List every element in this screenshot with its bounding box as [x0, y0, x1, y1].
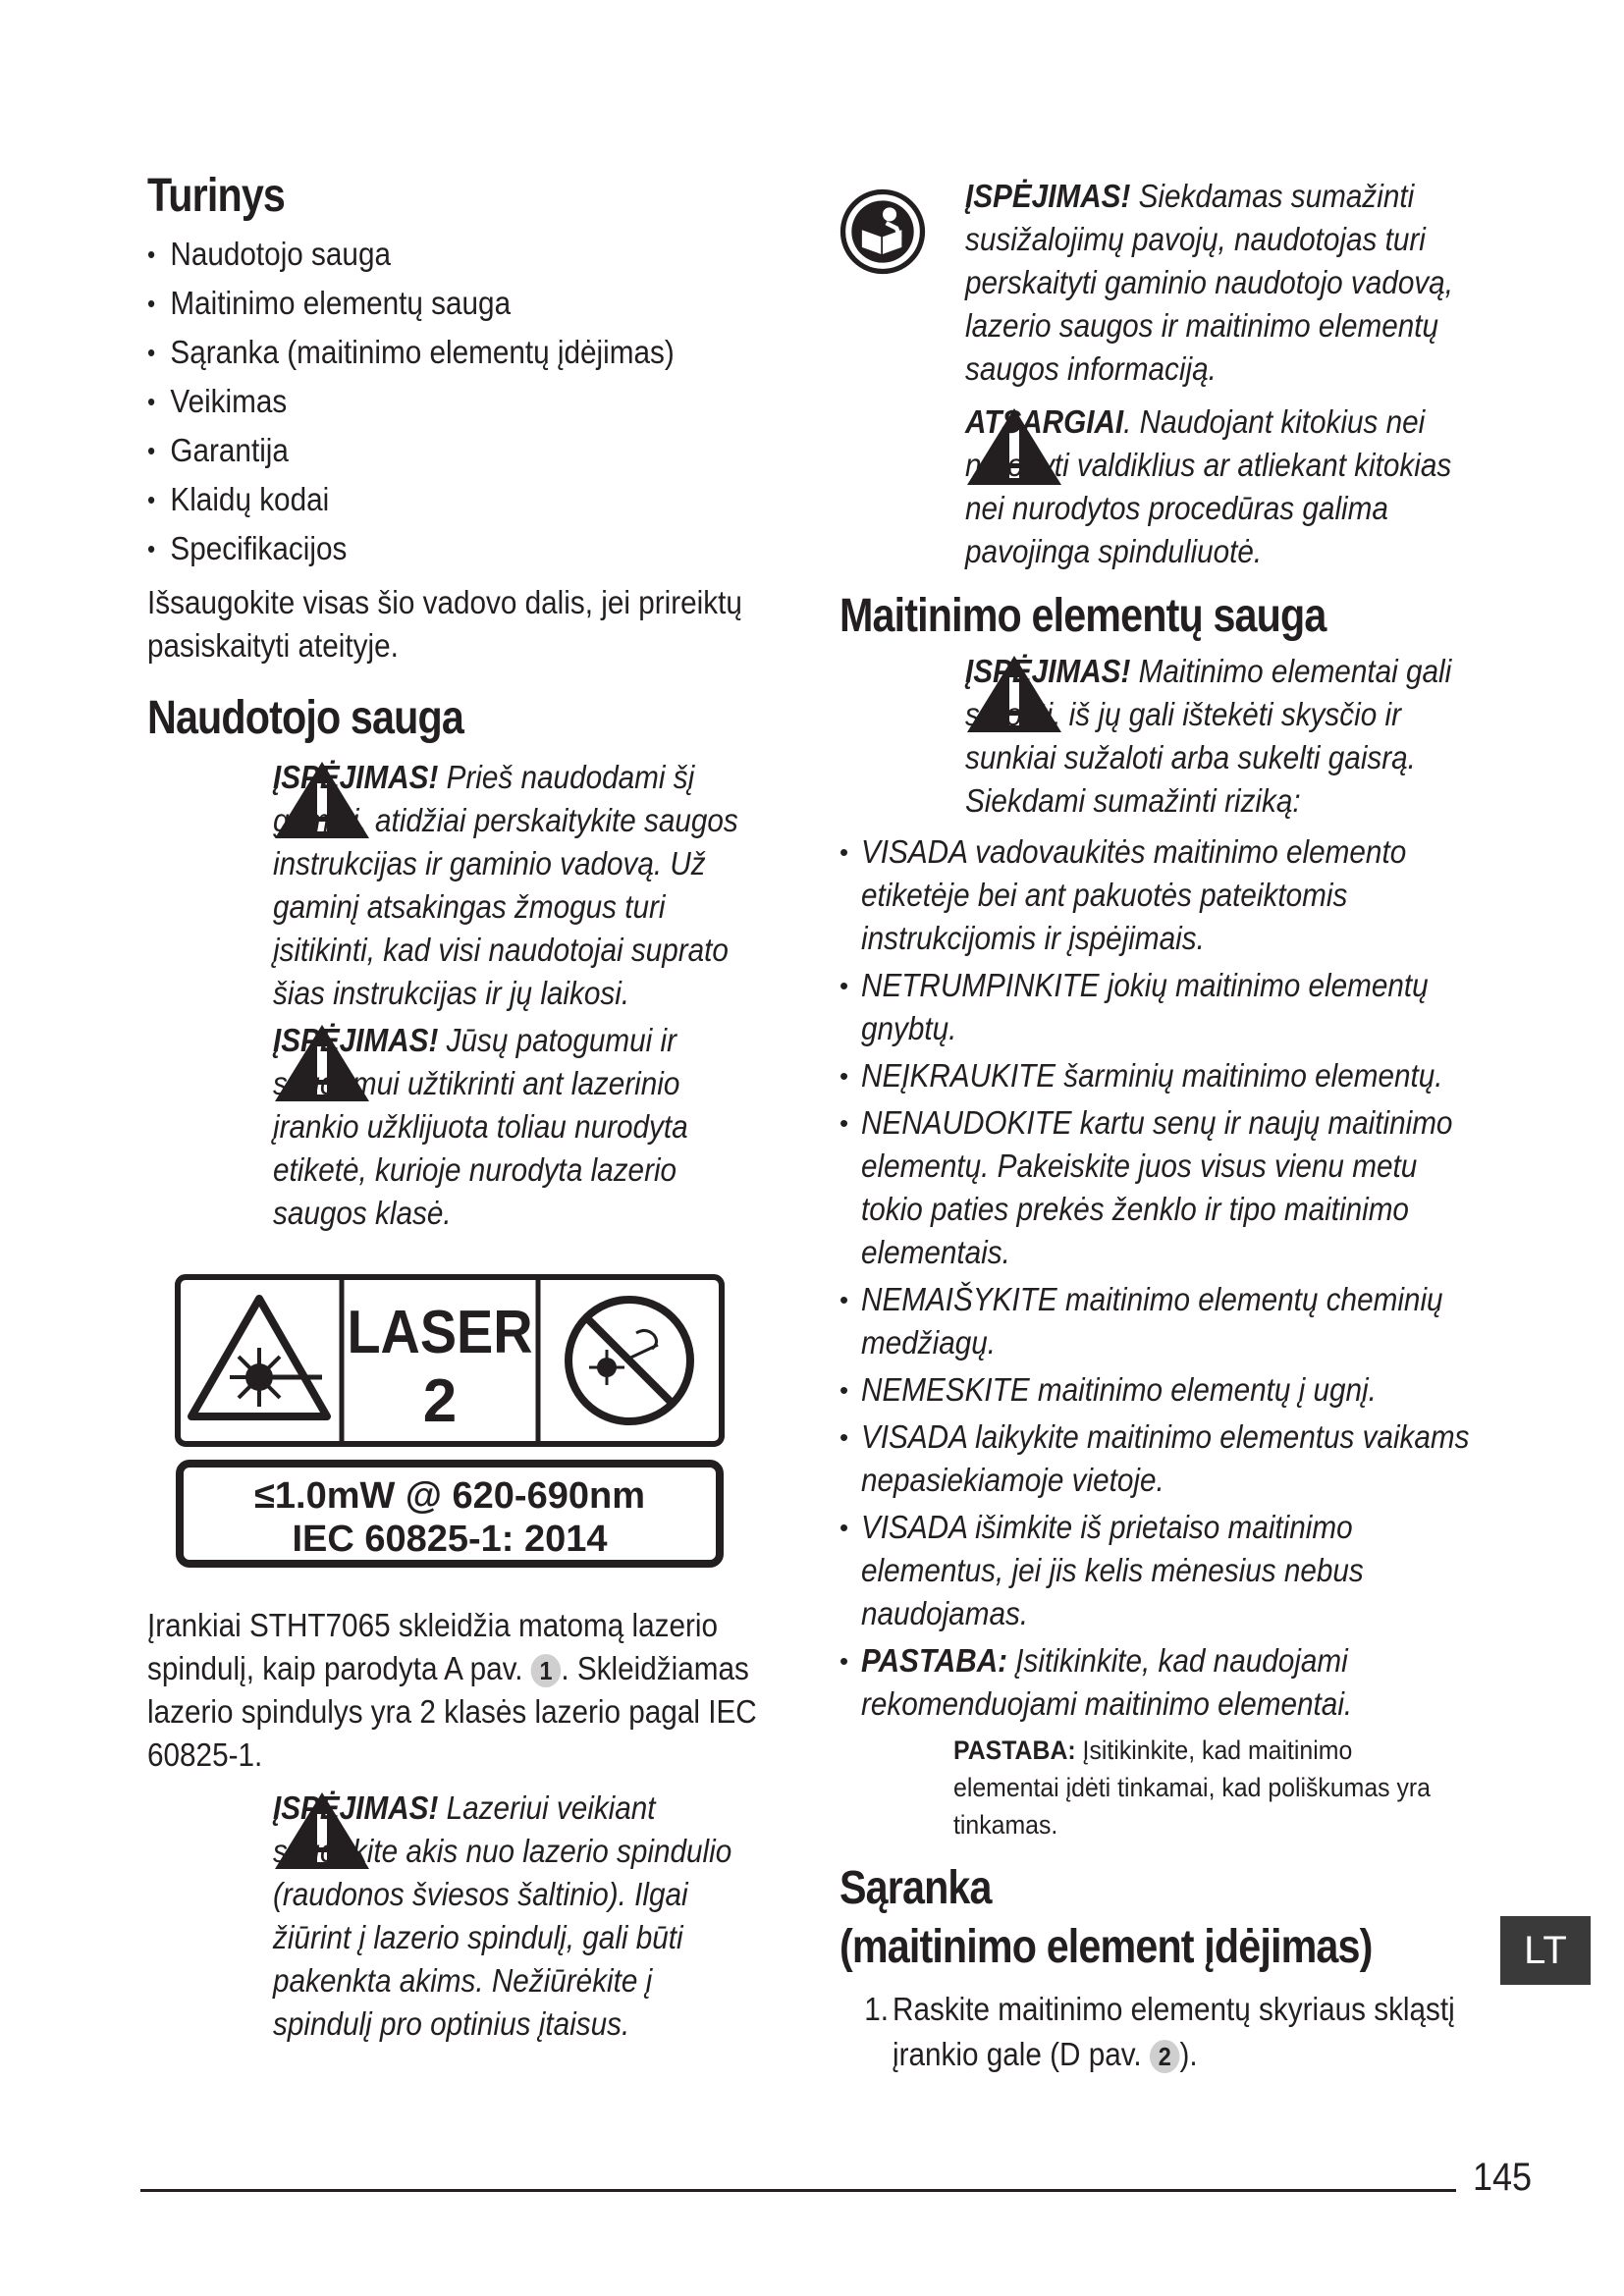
keep-manual-note: Išsaugokite visas šio vadovo dalis, jei prireiktų pasiskaityti ateityje. — [147, 584, 742, 664]
right-column — [839, 167, 1497, 2077]
caution-text: . Naudojant kitokius nei nurodyti valdiklius ar atliekant kitokias nei nurodytos procedūras galima pavojinga spinduliuotė. — [965, 403, 1452, 569]
warning-read-manual — [147, 756, 785, 1015]
figure-ref-badge: 1 — [531, 1654, 562, 1687]
battery-rule: • VISADA laikykite maitinimo elementus vaikams nepasiekiamoje vietoje. — [839, 1415, 1497, 1502]
battery-rule: • VISADA vadovaukitės maitinimo elemento etiketėje bei ant pakuotės pateiktomis instrukcijomis ir įspėjimais. — [839, 830, 1497, 960]
battery-rule: • NENAUDOKITE kartu senų ir naujų maitinimo elementų. Pakeiskite juos visus vienu metu tokio paties prekės ženklo ir tipo maitinimo elementais. — [839, 1101, 1497, 1274]
battery-rules-list — [839, 830, 1497, 1726]
setup-step — [839, 1987, 1511, 2077]
laser-class-label — [175, 1274, 725, 1569]
left-column — [147, 167, 785, 2046]
toc-item[interactable]: • Veikimas — [147, 377, 722, 426]
step-text: Raskite maitinimo elementų skyriaus skląstį įrankio gale (D pav. — [893, 1991, 1455, 2072]
battery-safety-title: Maitinimo elementų sauga — [839, 590, 1326, 642]
setup-steps — [839, 1987, 1497, 2077]
warning-label: ĮSPĖJIMAS! — [273, 1789, 439, 1826]
battery-rule: • NEMESKITE maitinimo elementų į ugnį. — [839, 1368, 1497, 1412]
battery-rule: • NETRUMPINKITE jokių maitinimo elementų gnybtų. — [839, 964, 1497, 1050]
setup-title-line1: Sąranka — [839, 1862, 992, 1914]
laser-word: LASER — [347, 1299, 533, 1366]
warning-text: Siekdamas sumažinti susižalojimų pavojų, naudotojas turi perskaityti gaminio naudotojo vadovą, lazerio saugos ir maitinimo elementų saugos informaciją. — [965, 178, 1453, 387]
warning-label-info — [147, 1019, 785, 1235]
toc-item[interactable]: • Maitinimo elementų sauga — [147, 279, 722, 328]
laser-class-number: 2 — [422, 1367, 458, 1435]
battery-rule: • NEMAIŠYKITE maitinimo elementų cheminių medžiagų. — [839, 1278, 1497, 1364]
warning-battery — [839, 650, 1497, 823]
caution-label: ATSARGIAI — [965, 403, 1124, 440]
battery-rule: • NEĮKRAUKITE šarminių maitinimo elementų. — [839, 1054, 1497, 1097]
warning-label: ĮSPĖJIMAS! — [965, 653, 1131, 689]
battery-rule: • VISADA išimkite iš prietaiso maitinimo elementus, jei jis kelis mėnesius nebus naudojamas. — [839, 1506, 1497, 1635]
battery-note — [839, 1639, 1497, 1726]
language-tab: LT — [1500, 1916, 1591, 1985]
toc-item[interactable]: • Specifikacijos — [147, 524, 722, 573]
toc-item[interactable]: • Naudotojo sauga — [147, 230, 722, 279]
figure-ref-badge: 2 — [1150, 2040, 1180, 2073]
laser-description — [147, 1604, 784, 1777]
no-staring-icon — [568, 1300, 690, 1421]
toc-item[interactable]: • Sąranka (maitinimo elementų įdėjimas) — [147, 328, 722, 377]
warning-text: Maitinimo elementai gali sprogti, iš jų gali ištekėti skysčio ir sunkiai sužaloti arba sukelti gaisrą. Siekdami sumažinti riziką: — [965, 653, 1452, 819]
warning-label: ĮSPĖJIMAS! — [965, 178, 1131, 214]
read-manual-icon — [839, 188, 926, 275]
note-label: PASTABA: — [953, 1735, 1076, 1765]
note-text: Įsitikinkite, kad naudojami rekomenduojami maitinimo elementai. — [861, 1642, 1353, 1722]
step-text-end: ). — [1179, 2036, 1198, 2072]
laser-standard: IEC 60825-1: 2014 — [292, 1519, 608, 1560]
laser-label-graphic — [175, 1274, 725, 1569]
caution-radiation — [839, 400, 1497, 573]
laser-power-spec: ≤1.0mW @ 620-690nm — [254, 1475, 645, 1517]
warning-label: ĮSPĖJIMAS! — [273, 759, 439, 795]
footer-divider — [140, 2189, 1456, 2192]
toc-item[interactable]: • Klaidų kodai — [147, 475, 722, 524]
note-text: Įsitikinkite, kad maitinimo elementai įdėti tinkamai, kad poliškumas yra tinkamas. — [953, 1735, 1431, 1840]
laser-description-text-end: . Skleidžiamas lazerio spindulys yra 2 klasės lazerio pagal IEC 60825-1. — [147, 1650, 757, 1773]
toc-item[interactable]: • Garantija — [147, 426, 722, 475]
user-safety-title: Naudotojo sauga — [147, 692, 463, 744]
note-label: PASTABA: — [861, 1642, 1008, 1679]
setup-title-line2: (maitinimo element įdėjimas) — [839, 1921, 1373, 1973]
laser-description-text: Įrankiai STHT7065 skleidžia matomą lazerio spindulį, kaip parodyta A pav. — [147, 1607, 719, 1686]
warning-read-info — [839, 175, 1497, 391]
page-number: 145 — [1473, 2156, 1533, 2199]
toc-title: Turinys — [147, 170, 286, 222]
warning-text: Prieš naudodami šį gaminį, atidžiai perskaitykite saugos instrukcijas ir gaminio vadovą. Už gaminį atsakingas žmogus turi įsitikinti, kad visi naudotojai suprato šias instrukcijas ir jų laikosi. — [273, 759, 738, 1011]
warning-text: Lazeriui veikiant saugokite akis nuo lazerio spindulio (raudonos šviesos šaltinio). Ilgai žiūrint į lazerio spindulį, gali būti pakenkta akims. Nežiūrėkite į spindulį pro optinius įtaisus. — [273, 1789, 732, 2042]
warning-label: ĮSPĖJIMAS! — [273, 1022, 439, 1058]
warning-eye-protection — [147, 1787, 785, 2046]
warning-text: Jūsų patogumui ir saugumui užtikrinti ant lazerinio įrankio užklijuota toliau nurodyta etiketė, kurioje nurodyta lazerio saugos klasė. — [273, 1022, 688, 1231]
toc-list — [147, 230, 785, 573]
step-number: 1. — [864, 1991, 889, 2027]
polarity-note — [953, 1732, 1459, 1843]
